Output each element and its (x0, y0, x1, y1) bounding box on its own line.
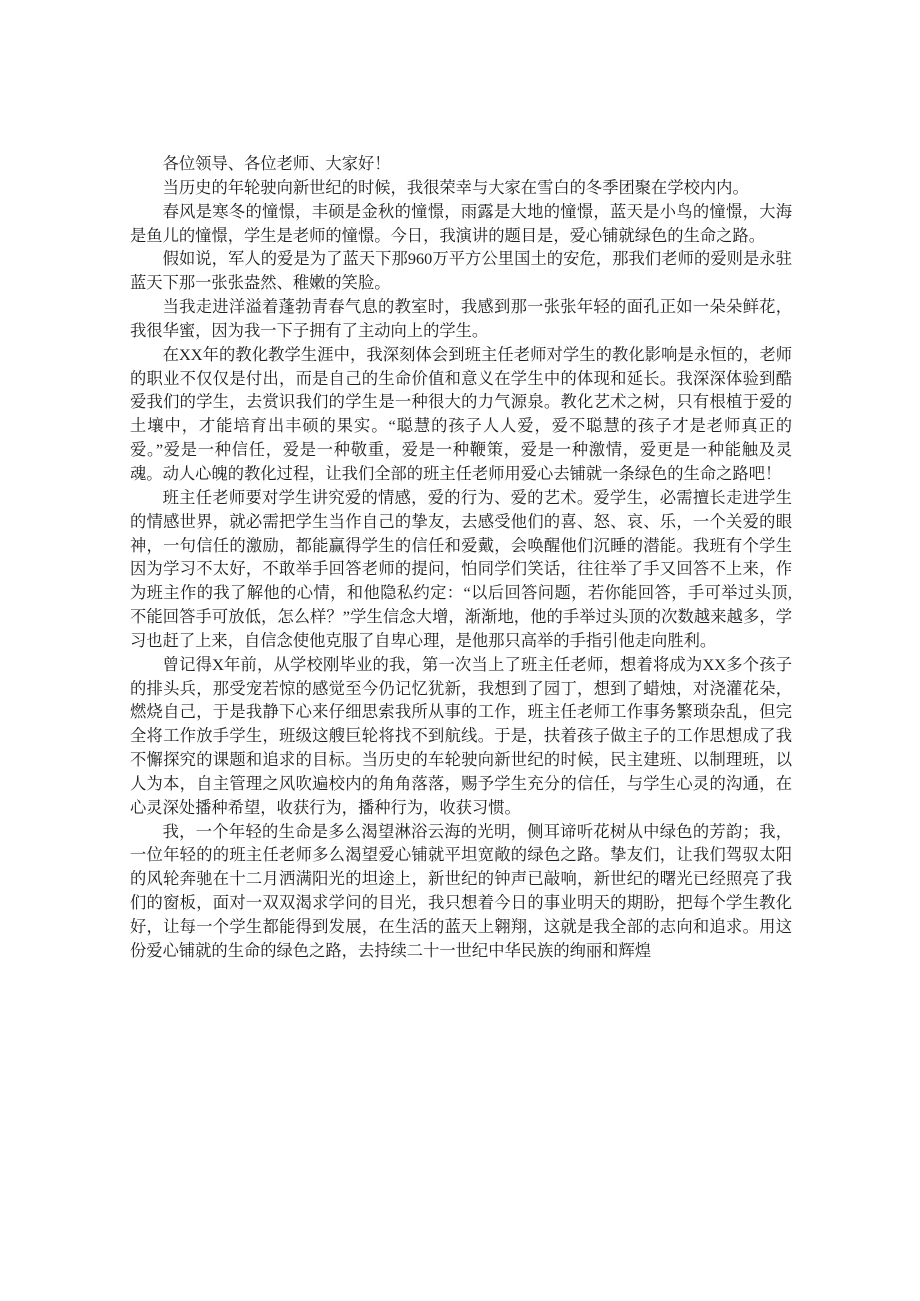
paragraph-greeting: 各位领导、各位老师、大家好！ (162, 154, 391, 173)
document-body (130, 152, 792, 963)
paragraph: 春风是寒冬的憧憬，丰硕是金秋的憧憬，雨露是大地的憧憬，蓝天是小鸟的憧憬，大海是鱼儿的憧憬，学生是老师的憧憬。今日，我演讲的题目是，爱心铺就绿色的生命之路。 (130, 201, 792, 245)
paragraph: 曾记得X年前，从学校刚毕业的我，第一次当上了班主任老师，想着将成为XX多个孩子的排头兵，那受宠若惊的感觉至今仍记忆犹新，我想到了园丁，想到了蜡烛，对浇灌花朵，燃烧自己，于是我静下心来仔细思索我所从事的工作，班主任老师工作事务繁琐杂乱，但完全将工作放手学生，班级这艘巨轮将找不到航线。于是，扶着孩子做主子的工作思想成了我不懈探究的课题和追求的目标。当历史的车轮驶向新世纪的时候，民主建班、以制理班，以人为本，自主管理之风吹遍校内的角角落落，赐予学生充分的信任，与学生心灵的沟通，在心灵深处播种希望，收获行为，播种行为，收获习惯。 (130, 654, 792, 817)
paragraph: 当我走进洋溢着蓬勃青春气息的教室时，我感到那一张张年轻的面孔正如一朵朵鲜花，我很华蜜，因为我一下子拥有了主动向上的学生。 (130, 297, 792, 340)
paragraph: 假如说，军人的爱是为了蓝天下那960万平方公里国土的安危，那我们老师的爱则是永驻蓝天下那一张张盎然、稚嫩的笑脸。 (130, 249, 792, 293)
paragraph: 班主任老师要对学生讲究爱的情感，爱的行为、爱的艺术。爱学生，必需擅长走进学生的情感世界，就必需把学生当作自己的挚友，去感受他们的喜、怒、哀、乐，一个关爱的眼神，一句信任的激励，都能赢得学生的信任和爱戴，会唤醒他们沉睡的潜能。我班有个学生因为学习不太好，不敢举手回答老师的提问，怕同学们笑话，往往举了手又回答不上来，作为班主作的我了解他的心情，和他隐私约定：“以后回答问题，若你能回答，手可举过头顶,不能回答手可放低，怎么样？”学生信念大增，渐渐地，他的手举过头顶的次数越来越多，学习也赶了上来，自信念使他克服了自卑心理，是他那只高举的手指引他走向胜利。 (130, 487, 792, 650)
paragraph: 在XX年的教化教学生涯中，我深刻体会到班主任老师对学生的教化影响是永恒的，老师的职业不仅仅是付出，而是自己的生命价值和意义在学生中的体现和延长。我深深体验到酷爱我们的学生，去赏识我们的学生是一种很大的力气源泉。教化艺术之树，只有根植于爱的土壤中，才能培育出丰硕的果实。“聪慧的孩子人人爱，爱不聪慧的孩子才是老师真正的爱。”爱是一种信任，爱是一种敬重，爱是一种鞭策，爱是一种激情，爱更是一种能触及灵魂。动人心魄的教化过程，让我们全部的班主任老师用爱心去铺就一条绿色的生命之路吧！ (130, 344, 792, 483)
paragraph: 我，一个年轻的生命是多么渴望淋浴云海的光明，侧耳谛听花树从中绿色的芳韵；我，一位年轻的的班主任老师多么渴望爱心铺就平坦宽敞的绿色之路。挚友们，让我们驾驭太阳的风轮奔驰在十二月洒满阳光的坦途上，新世纪的钟声已敲响，新世纪的曙光已经照亮了我们的窗板，面对一双双渴求学问的目光，我只想着今日的事业明天的期盼，把每个学生教化好，让每一个学生都能得到发展，在生活的蓝天上翱翔，这就是我全部的志向和追求。用这份爱心铺就的生命的绿色之路，去持续二十一世纪中华民族的绚丽和辉煌 (130, 821, 792, 960)
paragraph: 当历史的年轮驶向新世纪的时候，我很荣幸与大家在雪白的冬季团聚在学校内内。 (162, 177, 749, 197)
